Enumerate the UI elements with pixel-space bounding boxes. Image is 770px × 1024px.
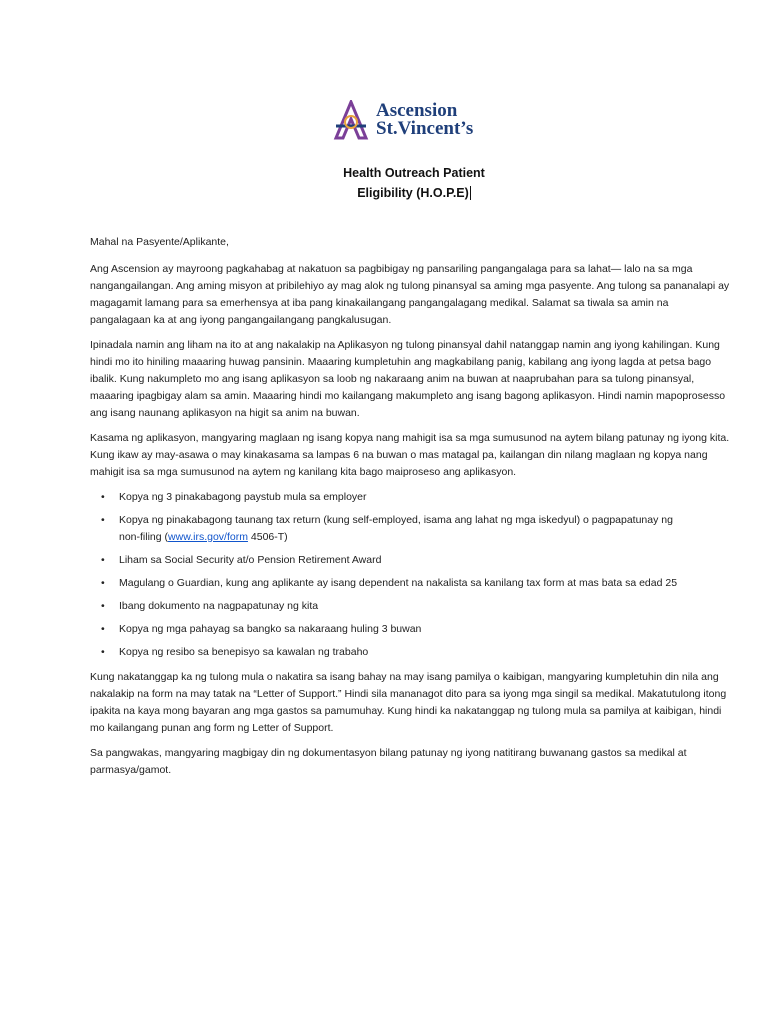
list-item-unemployment: • Kopya ng resibo sa benepisyo sa kawalan ng trabaho [119, 644, 730, 661]
document-title [300, 163, 528, 203]
paragraph-mission: Ang Ascension ay mayroong pagkahabag at nakatuon sa pagbibigay ng pansariling pangangalaga para sa lahat— lalo na sa mga nangangailangan. Ang aming misyon at pribilehiyo ay mag alok ng tulong pinansyal sa aming mga pasyente. Ang tulong sa pananalapi ay magagamit lamang para sa emerhensya at iba pang kinakailangang pangangalagang medikal. Salamat sa tiwala sa amin na pangalagaan ka at ang iyong pangangailangang pangkalusugan. [90, 263, 730, 326]
list-item-bank-statements: • Kopya ng mga pahayag sa bangko sa nakaraang huling 3 buwan [119, 621, 730, 638]
title-line-2 [300, 183, 528, 203]
list-item-tax-return [119, 512, 730, 546]
irs-form-link[interactable]: www.irs.gov/form [168, 531, 248, 543]
paragraph-letter-of-support: Kung nakatanggap ka ng tulong mula o nakatira sa isang bahay na may isang pamilya o kaibigan, mangyaring kumpletuhin din nila ang nakalakip na form na may tatak na “Letter of Support.” Hindi sila mananagot dito para sa iyong mga singil sa medikal. Makatutulong itong ipakita na kaya mong bayaran ang mga gastos sa pamumuhay. Kung hindi ka nakatanggap ng tulong mula sa pamilya at kaibigan, hindi mo kailangang punan ang form ng Letter of Support. [90, 671, 727, 734]
paragraph-application: Ipinadala namin ang liham na ito at ang nakalakip na Aplikasyon ng tulong pinansyal dahil natanggap namin ang iyong kahilingan. Kung hindi mo ito hiniling maaaring huwag pansinin. Maaaring kumpletuhin ang magkabilang panig, kabilang ang iyong lagda at petsa bago ibalik. Kung nakumpleto mo ang isang aplikasyon sa loob ng nakaraang anim na buwan at naaprubahan para sa tulong pinansyal, maaaring ipagbigay alam sa amin. Maaaring hindi mo kailangang makumpleto ang isang bagong aplikasyon. Hindi namin mapoprosesso ang isang naunang aplikasyon na higit sa anim na buwan. [90, 339, 726, 419]
list-item-social-security: • Liham sa Social Security at/o Pension Retirement Award [119, 552, 730, 569]
logo-line-2: St.Vincent’s [376, 118, 474, 139]
paragraph-closing: Sa pangwakas, mangyaring magbigay din ng dokumentasyon bilang patunay ng iyong natitirang buwanang gastos sa medikal at parmasya/gamot. [90, 747, 687, 776]
logo-line-1: Ascension [376, 100, 458, 121]
tax-return-text-end: 4506-T) [247, 531, 288, 543]
ascension-logo [332, 100, 473, 140]
ascension-cross-icon [332, 100, 370, 140]
letter-body [90, 234, 730, 787]
tax-return-text: Kopya ng pinakabagong taunang tax return (kung self-employed, isama ang lahat ng mga iskedyul) o pagpapatunay ng non-filing ( [119, 514, 673, 543]
logo-wordmark [376, 102, 473, 138]
title-line-2-text: Eligibility (H.O.P.E) [357, 186, 469, 200]
paragraph-income-proof: Kasama ng aplikasyon, mangyaring maglaan ng isang kopya nang mahigit isa sa mga sumusunod na aytem bilang patunay ng iyong kita. Kung ikaw ay may-asawa o may kinakasama sa lampas 6 na buwan o mas matagal pa, kailangan din nilang maglaan ng kopya nang mahigit isa sa mga sumusunod na aytem ng kanilang kita bago maiproseso ang aplikasyon. [90, 432, 730, 478]
list-item-guardian: • Magulang o Guardian, kung ang aplikante ay isang dependent na nakalista sa kanilang tax form at mas bata sa edad 25 [119, 575, 730, 592]
income-document-list [90, 489, 730, 661]
title-line-1: Health Outreach Patient [343, 166, 485, 180]
list-item-paystub: • Kopya ng 3 pinakabagong paystub mula sa employer [119, 489, 730, 506]
salutation: Mahal na Pasyente/Aplikante, [90, 236, 229, 248]
list-item-other-documents: • Ibang dokumento na nagpapatunay ng kita [119, 598, 730, 615]
